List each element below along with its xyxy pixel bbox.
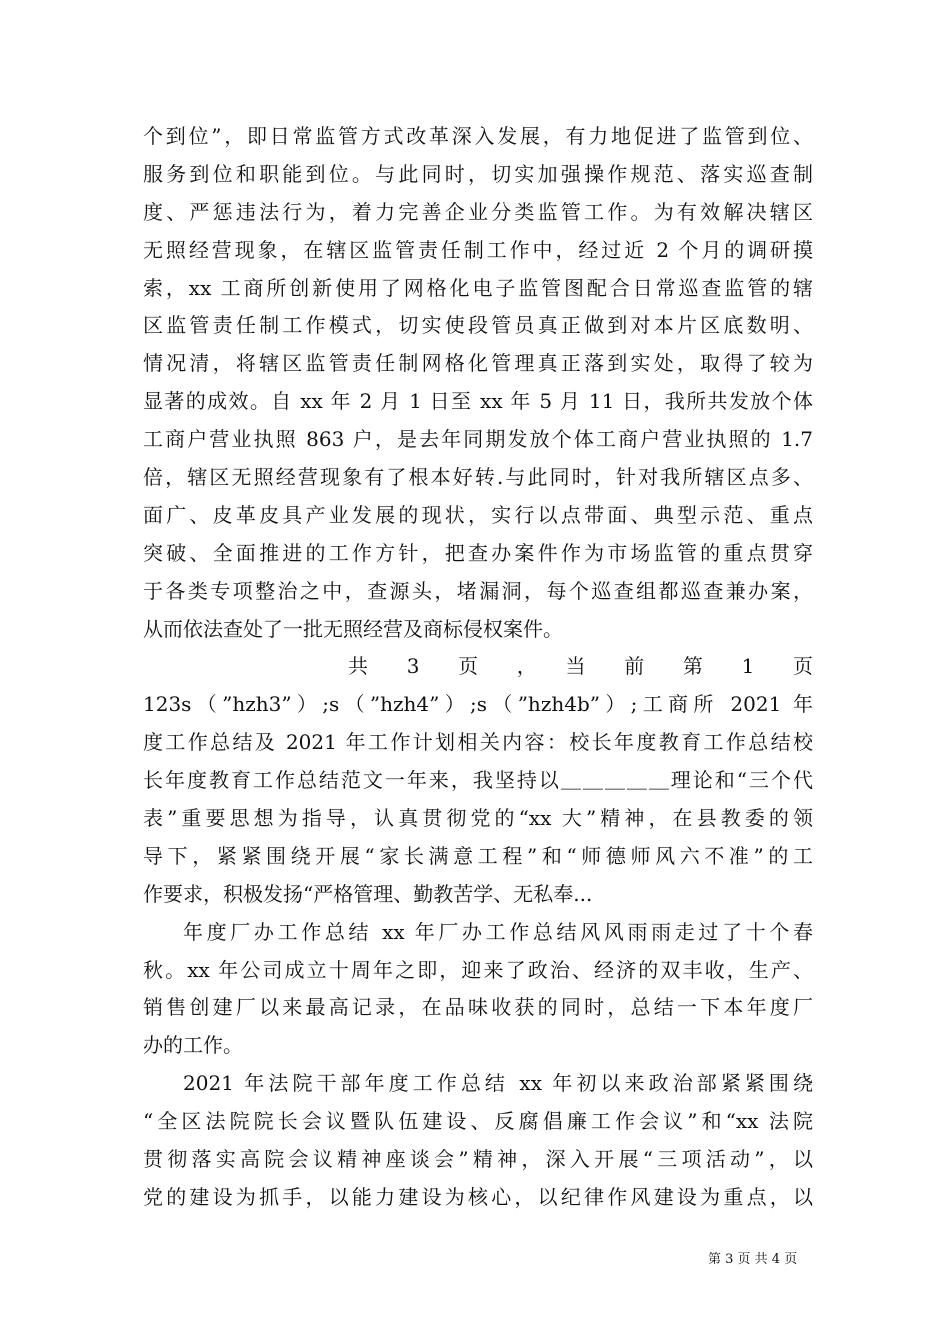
page-footer: 第 3 页 共 4 页 <box>708 1252 798 1267</box>
text-line: 长年度教育工作总结范文一年来，我坚持以＿＿＿＿＿理论和“三个代 <box>143 768 813 793</box>
text-line: 工商户营业执照 863 户，是去年同期发放个体工商户营业执照的 1.7 <box>143 427 813 452</box>
text-line: 作要求，积极发扬“严格管理、勤教苦学、无私奉... <box>143 881 593 906</box>
text-line: 区监管责任制工作模式，切实使段管员真正做到对本片区底数明、 <box>143 313 813 338</box>
text-line: “全区法院院长会议暨队伍建设、反腐倡廉工作会议”和“xx 法院 <box>143 1109 813 1134</box>
text-line: 秋。xx 年公司成立十周年之即，迎来了政治、经济的双丰收，生产、 <box>143 957 813 982</box>
text-line: 无照经营现象，在辖区监管责任制工作中，经过近 2 个月的调研摸 <box>143 237 813 262</box>
text-line: 贯彻落实高院会议精神座谈会”精神，深入开展“三项活动”，以 <box>143 1147 813 1172</box>
text-line: 显著的成效。自 xx 年 2 月 1 日至 xx 年 5 月 11 日，我所共发放个体 <box>143 389 813 414</box>
text-line: 索，xx 工商所创新使用了网格化电子监管图配合日常巡查监管的辖 <box>143 275 813 300</box>
text-line: 表”重要思想为指导，认真贯彻党的“xx 大”精神，在县教委的领 <box>143 806 813 831</box>
text-line: 导下，紧紧围绕开展“家长满意工程”和“师德师风六不准”的工 <box>143 843 813 868</box>
text-line: 2021 年法院干部年度工作总结 xx 年初以来政治部紧紧围绕 <box>183 1071 813 1096</box>
text-line: 倍，辖区无照经营现象有了根本好转.与此同时，针对我所辖区点多、 <box>143 465 813 490</box>
text-line: 个到位”，即日常监管方式改革深入发展，有力地促进了监管到位、 <box>143 124 813 148</box>
text-line: 从而依法查处了一批无照经营及商标侵权案件。 <box>143 616 563 641</box>
text-line: 销售创建厂以来最高记录，在品味收获的同时，总结一下本年度厂 <box>143 995 813 1020</box>
body-text <box>143 118 813 1217</box>
text-line: 度、严惩违法行为，着力完善企业分类监管工作。为有效解决辖区 <box>143 199 813 224</box>
text-line: 于各类专项整治之中，查源头，堵漏洞，每个巡查组都巡查兼办案， <box>143 578 813 603</box>
text-line: 面广、皮革皮具产业发展的现状，实行以点带面、典型示范、重点 <box>143 502 813 527</box>
text-line: 123s（”hzh3”）;s（”hzh4”）;s（”hzh4b”）;工商所 2021 年 <box>143 692 813 717</box>
text-line: 年度厂办工作总结 xx 年厂办工作总结风风雨雨走过了十个春 <box>183 919 813 944</box>
text-line: 服务到位和职能到位。与此同时，切实加强操作规范、落实巡查制 <box>143 161 813 186</box>
text-line: 突破、全面推进的工作方针，把查办案件作为市场监管的重点贯穿 <box>143 540 813 565</box>
page-count-line: 共 3 页 ， 当 前 第 1 页 <box>348 654 813 679</box>
text-line: 办的工作。 <box>143 1033 243 1058</box>
text-line: 度工作总结及 2021 年工作计划相关内容：校长年度教育工作总结校 <box>143 730 813 755</box>
text-line: 情况清，将辖区监管责任制网格化管理真正落到实处，取得了较为 <box>143 351 813 376</box>
text-line: 党的建设为抓手，以能力建设为核心，以纪律作风建设为重点，以 <box>143 1184 813 1209</box>
